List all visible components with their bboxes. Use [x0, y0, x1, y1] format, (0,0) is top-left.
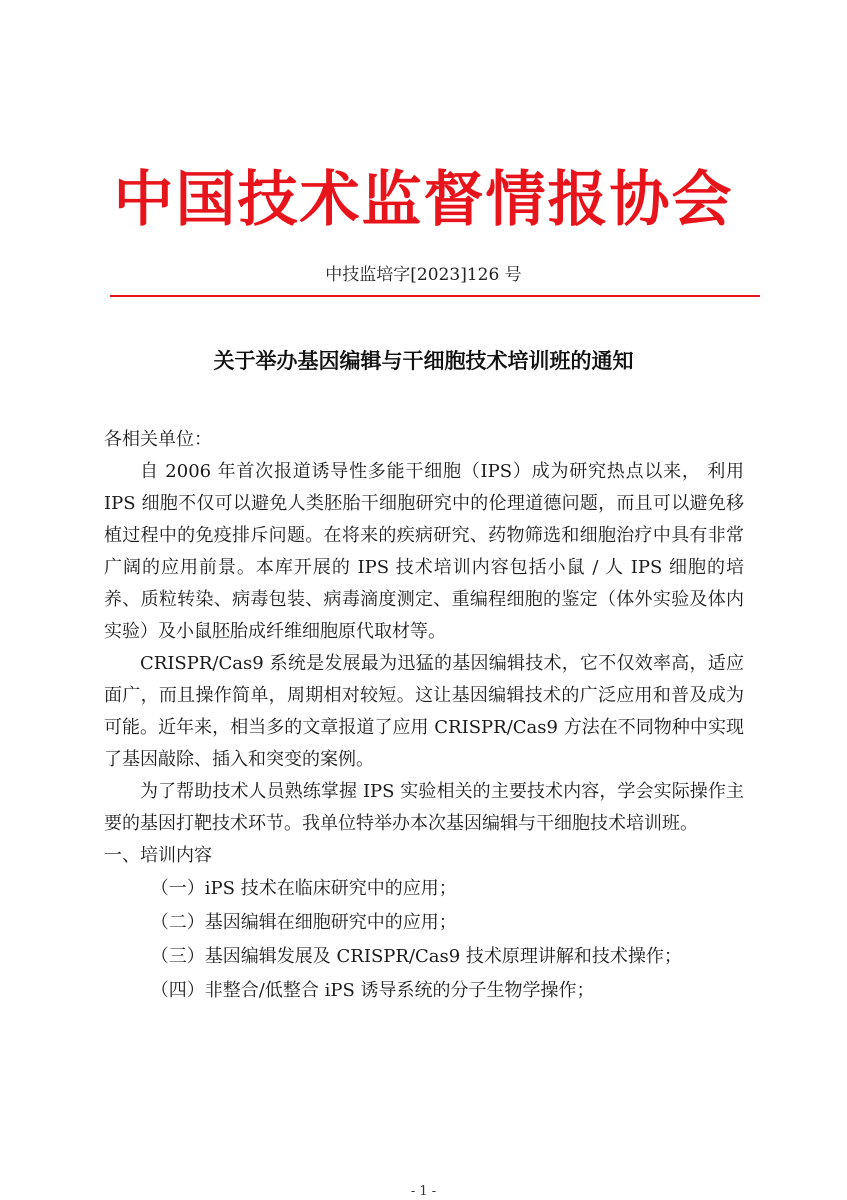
header-divider: [110, 295, 760, 297]
salutation: 各相关单位：: [104, 429, 212, 450]
paragraph-training-purpose: 为了帮助技术人员熟练掌握 IPS 实验相关的主要技术内容，学会实际操作主要的基因打靶技术环节。我单位特举办本次基因编辑与干细胞技术培训班。: [104, 781, 744, 834]
paragraph-crispr-background: CRISPR/Cas9 系统是发展最为迅猛的基因编辑技术，它不仅效率高，适应面广，而且操作简单，周期相对较短。这让基因编辑技术的广泛应用和普及成为可能。近年来，相当多的文章报道了应用 CRISPR/Cas9 方法在不同物种中实现了基因敲除、插入和突变的案例。: [104, 653, 744, 770]
list-item: （三）基因编辑发展及 CRISPR/Cas9 技术原理讲解和技术操作；: [150, 946, 682, 967]
paragraph-ips-background: 自 2006 年首次报道诱导性多能干细胞（IPS）成为研究热点以来， 利用 IPS 细胞不仅可以避免人类胚胎干细胞研究中的伦理道德问题，而且可以避免移植过程中的免疫排斥问题。在将来的疾病研究、药物筛选和细胞治疗中具有非常广阔的应用前景。本库开展的 IPS 技术培训内容包括小鼠 / 人 IPS 细胞的培养、质粒转染、病毒包装、病毒滴度测定、重编程细胞的鉴定（体外实验及体内实验）及小鼠胚胎成纤维细胞原代取材等。: [104, 461, 744, 642]
document-number: 中技监培字[2023]126 号: [325, 265, 522, 285]
list-item: （一）iPS 技术在临床研究中的应用；: [150, 878, 457, 899]
section-heading-training-content: 一、培训内容: [104, 845, 212, 866]
organization-header: 中国技术监督情报协会: [113, 165, 734, 235]
list-item: （二）基因编辑在细胞研究中的应用；: [150, 912, 457, 933]
training-content-list: [104, 872, 744, 1008]
list-item: （四）非整合/低整合 iPS 诱导系统的分子生物学操作；: [150, 980, 595, 1001]
page-number: - 1 -: [410, 1184, 437, 1199]
document-title: 关于举办基因编辑与干细胞技术培训班的通知: [213, 348, 634, 373]
document-body: [104, 424, 744, 1008]
